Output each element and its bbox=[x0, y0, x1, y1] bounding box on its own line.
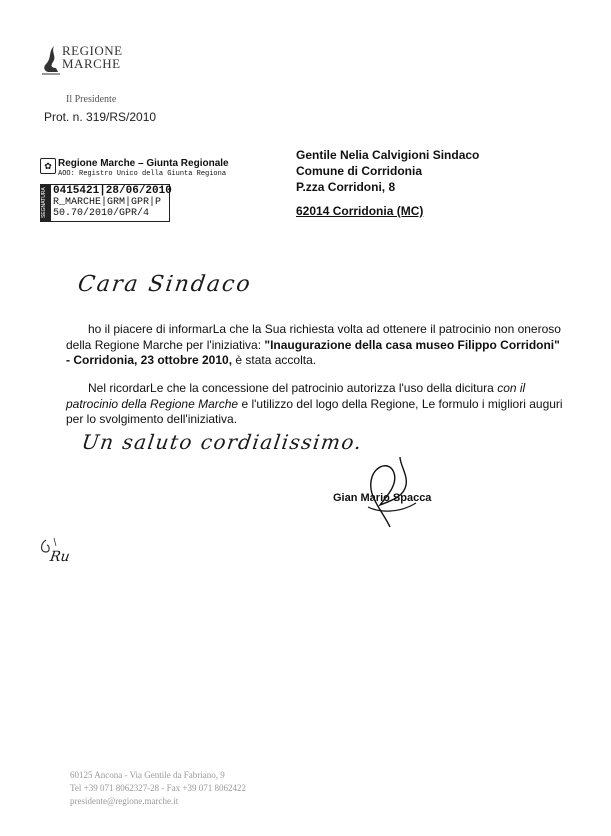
recipient-organization: Comune di Corridonia bbox=[296, 164, 422, 178]
registry-stamp-box bbox=[40, 184, 170, 222]
footer-phone: Tel +39 071 8062327-28 - Fax +39 071 8062422 bbox=[70, 783, 247, 793]
paragraph-1-text-a: ho il piacere di informarLa che la Sua richiesta volta ad ottenere il patrocinio non oneroso della Regione Marche per l'iniziativa: bbox=[66, 322, 561, 352]
footer-email: presidente@regione.marche.it bbox=[70, 796, 179, 806]
patronage-wording: con il patrocinio della Regione Marche bbox=[66, 381, 526, 411]
stamp-line-1: 0415421|28/06/2010 bbox=[53, 185, 172, 197]
stamp-title: Regione Marche – Giunta Regionale bbox=[58, 158, 229, 169]
body-paragraph-2 bbox=[66, 381, 566, 428]
handwritten-initials: Ru bbox=[48, 549, 71, 565]
recipient-city: 62014 Corridonia (MC) bbox=[296, 204, 424, 218]
paragraph-2-text-b: e l'utilizzo del logo della Regione, Le formulo i migliori auguri per lo svolgimento dell'iniziativa. bbox=[66, 396, 563, 426]
president-label: Il Presidente bbox=[66, 94, 117, 105]
handwritten-closing: Un saluto cordialissimo. bbox=[80, 430, 365, 454]
stamp-side-label: SEGNATURA bbox=[41, 185, 51, 221]
region-emblem-icon: ✿ bbox=[40, 158, 56, 174]
handwritten-salutation: Cara Sindaco bbox=[76, 272, 254, 297]
signatory-name: Gian Mario Spacca bbox=[333, 492, 432, 504]
logo-text bbox=[62, 44, 123, 70]
paragraph-2-text-a: Nel ricordarLe che la concessione del patrocinio autorizza l'uso della dicitura bbox=[88, 381, 498, 395]
stamp-subtitle: AOO: Registro Unico della Giunta Regiona bbox=[58, 170, 227, 178]
regione-marche-logo-icon bbox=[40, 44, 62, 76]
body-paragraph-1 bbox=[66, 322, 566, 369]
footer-address: 60125 Ancona - Via Gentile da Fabriano, 9 bbox=[70, 770, 225, 780]
recipient-name: Gentile Nelia Calvigioni Sindaco bbox=[296, 148, 480, 162]
protocol-number: Prot. n. 319/RS/2010 bbox=[44, 110, 157, 124]
event-title: "Inaugurazione della casa museo Filippo Corridoni" - Corridonia, 23 ottobre 2010, bbox=[66, 337, 560, 367]
stamp-line-3: 50.70/2010/GPR/4 bbox=[53, 208, 150, 219]
logo-line-1: REGIONE bbox=[62, 43, 123, 58]
stamp-line-2: R_MARCHE|GRM|GPR|P bbox=[53, 197, 162, 208]
logo-line-2: MARCHE bbox=[62, 56, 121, 71]
recipient-street: P.zza Corridoni, 8 bbox=[296, 180, 396, 194]
paragraph-1-text-b: è stata accolta. bbox=[232, 353, 317, 367]
